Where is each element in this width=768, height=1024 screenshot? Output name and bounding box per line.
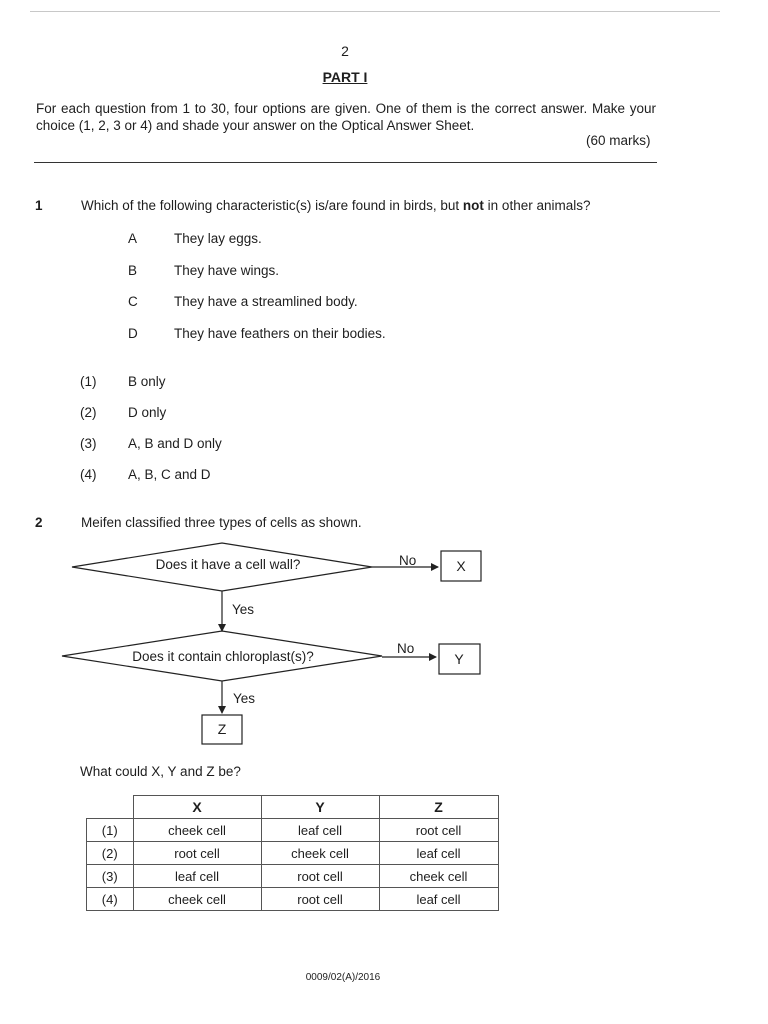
row-number: (4): [87, 888, 134, 911]
table-row: [87, 842, 499, 865]
statement-text: They have feathers on their bodies.: [174, 326, 386, 341]
answer-options-table: [86, 795, 499, 911]
instructions: For each question from 1 to 30, four options are given. One of them is the correct answer. Make your choice (1, 2, 3 or 4) and shade your answer on the Optical Answer Sheet.: [36, 101, 656, 133]
outcome-x-label: X: [456, 558, 466, 574]
decision-1-text: Does it have a cell wall?: [155, 557, 301, 572]
question-2-stem: Meifen classified three types of cells as shown.: [81, 515, 362, 530]
yes-label-1: Yes: [232, 602, 255, 617]
footer-code: 0009/02(A)/2016: [305, 972, 381, 983]
marks-total: (60 marks): [586, 133, 651, 148]
table-cell: leaf cell: [261, 819, 379, 842]
option-number: (2): [80, 405, 97, 420]
option-number: (1): [80, 374, 97, 389]
statement-text: They lay eggs.: [174, 231, 262, 246]
table-row: [87, 888, 499, 911]
row-number: (2): [87, 842, 134, 865]
question-2-prompt: What could X, Y and Z be?: [80, 764, 241, 779]
question-2-number: 2: [35, 515, 43, 530]
table-row: [87, 819, 499, 842]
option-text: A, B, C and D: [128, 467, 211, 482]
decision-2-text: Does it contain chloroplast(s)?: [132, 649, 314, 664]
statement-text: They have a streamlined body.: [174, 294, 358, 309]
table-cell: root cell: [261, 865, 379, 888]
table-cell: leaf cell: [379, 842, 498, 865]
statement-letter: D: [128, 326, 138, 341]
question-1-stem: Which of the following characteristic(s) is/are found in birds, but not in other animals?: [81, 198, 591, 213]
table-header-y: Y: [261, 796, 379, 819]
table-header-row: [87, 796, 499, 819]
table-cell: cheek cell: [133, 819, 261, 842]
question-1-number: 1: [35, 198, 43, 213]
table-cell: root cell: [379, 819, 498, 842]
table-cell: cheek cell: [133, 888, 261, 911]
statement-letter: B: [128, 263, 138, 278]
part-title: PART I: [322, 69, 368, 85]
option-number: (3): [80, 436, 97, 451]
table-cell: leaf cell: [379, 888, 498, 911]
no-label-2: No: [397, 641, 415, 656]
table-cell: cheek cell: [261, 842, 379, 865]
table-header-z: Z: [379, 796, 498, 819]
outcome-z-label: Z: [217, 721, 227, 737]
table-cell: cheek cell: [379, 865, 498, 888]
statement-text: They have wings.: [174, 263, 280, 278]
table-header-blank: [87, 796, 134, 819]
yes-label-2: Yes: [233, 691, 256, 706]
option-text: B only: [128, 374, 166, 389]
row-number: (1): [87, 819, 134, 842]
table-row: [87, 865, 499, 888]
option-number: (4): [80, 467, 97, 482]
statement-letter: A: [128, 231, 138, 246]
statement-letter: C: [128, 294, 138, 309]
option-text: A, B and D only: [128, 436, 222, 451]
no-label-1: No: [399, 553, 417, 568]
row-number: (3): [87, 865, 134, 888]
table-cell: leaf cell: [133, 865, 261, 888]
page-number: 2: [341, 43, 349, 59]
outcome-y-label: Y: [454, 651, 464, 667]
option-text: D only: [128, 405, 167, 420]
table-cell: root cell: [261, 888, 379, 911]
table-header-x: X: [133, 796, 261, 819]
table-cell: root cell: [133, 842, 261, 865]
